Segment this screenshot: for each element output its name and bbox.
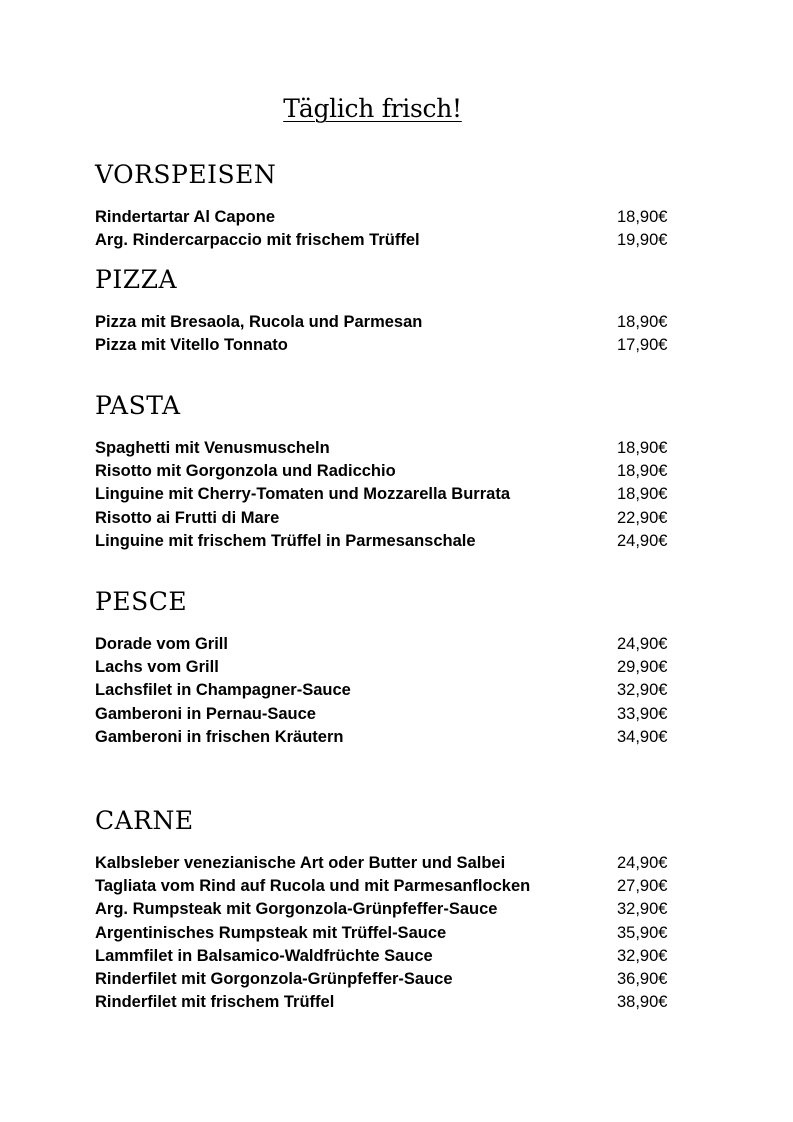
item-name: Lachs vom Grill: [95, 658, 219, 677]
menu-item: [95, 334, 675, 357]
item-name: Spaghetti mit Venusmuscheln: [95, 439, 330, 457]
item-price: 17,90€: [617, 336, 668, 355]
menu-item: [95, 922, 675, 945]
menu-item: [95, 507, 675, 530]
menu-item: [95, 852, 675, 875]
item-price: 27,90€: [617, 877, 668, 896]
item-name: Linguine mit frischem Trüffel in Parmesanschale: [95, 531, 476, 550]
section-title: VORSPEISEN: [95, 160, 277, 189]
item-price: 18,90€: [617, 313, 668, 331]
item-price: 18,90€: [617, 485, 668, 504]
item-name: Kalbsleber venezianische Art oder Butter und Salbei: [95, 854, 506, 872]
item-name: Arg. Rumpsteak mit Gorgonzola-Grünpfeffer-Sauce: [95, 900, 498, 919]
section-pizza: [95, 265, 675, 357]
item-price: 36,90€: [617, 969, 668, 988]
item-price: 38,90€: [617, 993, 668, 1012]
item-price: 18,90€: [617, 462, 668, 481]
item-name: Risotto ai Frutti di Mare: [95, 508, 280, 527]
menu-item: [95, 229, 675, 252]
item-name: Pizza mit Vitello Tonnato: [95, 336, 288, 355]
menu-item: [95, 633, 675, 656]
menu-item: [95, 945, 675, 968]
item-name: Arg. Rindercarpaccio mit frischem Trüffel: [95, 231, 420, 250]
item-name: Tagliata vom Rind auf Rucola und mit Parmesanflocken: [95, 877, 531, 896]
menu-item: [95, 656, 675, 679]
page-title: Täglich frisch!: [283, 94, 462, 123]
menu-item: [95, 460, 675, 483]
section-carne: [95, 806, 675, 1014]
item-name: Rinderfilet mit frischem Trüffel: [95, 993, 335, 1012]
item-price: 24,90€: [617, 854, 668, 872]
item-list: [95, 852, 675, 1014]
section-pesce: [95, 587, 675, 749]
menu-item: [95, 437, 675, 460]
item-list: [95, 311, 675, 357]
item-list: [95, 437, 675, 553]
menu-item: [95, 898, 675, 921]
item-name: Linguine mit Cherry-Tomaten und Mozzarella Burrata: [95, 485, 510, 504]
menu-item: [95, 530, 675, 553]
menu-item: [95, 875, 675, 898]
item-price: 19,90€: [617, 231, 668, 250]
item-price: 24,90€: [617, 635, 668, 653]
item-price: 22,90€: [617, 508, 668, 527]
item-price: 32,90€: [617, 946, 668, 965]
item-price: 35,90€: [617, 923, 668, 942]
section-vorspeisen: [95, 160, 675, 252]
menu-item: [95, 483, 675, 506]
item-name: Argentinisches Rumpsteak mit Trüffel-Sauce: [95, 923, 447, 942]
item-price: 34,90€: [617, 727, 668, 746]
item-name: Rinderfilet mit Gorgonzola-Grünpfeffer-Sauce: [95, 969, 453, 988]
section-title: PESCE: [95, 587, 188, 616]
item-list: [95, 633, 675, 749]
menu-item: [95, 726, 675, 749]
item-name: Pizza mit Bresaola, Rucola und Parmesan: [95, 313, 423, 331]
section-pasta: [95, 391, 675, 553]
section-title: PIZZA: [95, 265, 177, 294]
menu-item: [95, 311, 675, 334]
menu-item: [95, 679, 675, 702]
section-title: CARNE: [95, 806, 194, 835]
item-price: 18,90€: [617, 439, 668, 457]
item-name: Lammfilet in Balsamico-Waldfrüchte Sauce: [95, 946, 433, 965]
item-price: 33,90€: [617, 704, 668, 723]
menu-item: [95, 206, 675, 229]
item-price: 32,90€: [617, 681, 668, 700]
item-price: 32,90€: [617, 900, 668, 919]
item-name: Risotto mit Gorgonzola und Radicchio: [95, 462, 396, 481]
section-title: PASTA: [95, 391, 181, 420]
item-price: 24,90€: [617, 531, 668, 550]
item-name: Dorade vom Grill: [95, 635, 228, 653]
item-name: Rindertartar Al Capone: [95, 208, 276, 226]
item-name: Gamberoni in frischen Kräutern: [95, 727, 344, 746]
item-name: Gamberoni in Pernau-Sauce: [95, 704, 316, 723]
menu-item: [95, 703, 675, 726]
menu-item: [95, 968, 675, 991]
item-price: 29,90€: [617, 658, 668, 677]
item-name: Lachsfilet in Champagner-Sauce: [95, 681, 351, 700]
menu-item: [95, 991, 675, 1014]
item-list: [95, 206, 675, 252]
item-price: 18,90€: [617, 208, 668, 226]
